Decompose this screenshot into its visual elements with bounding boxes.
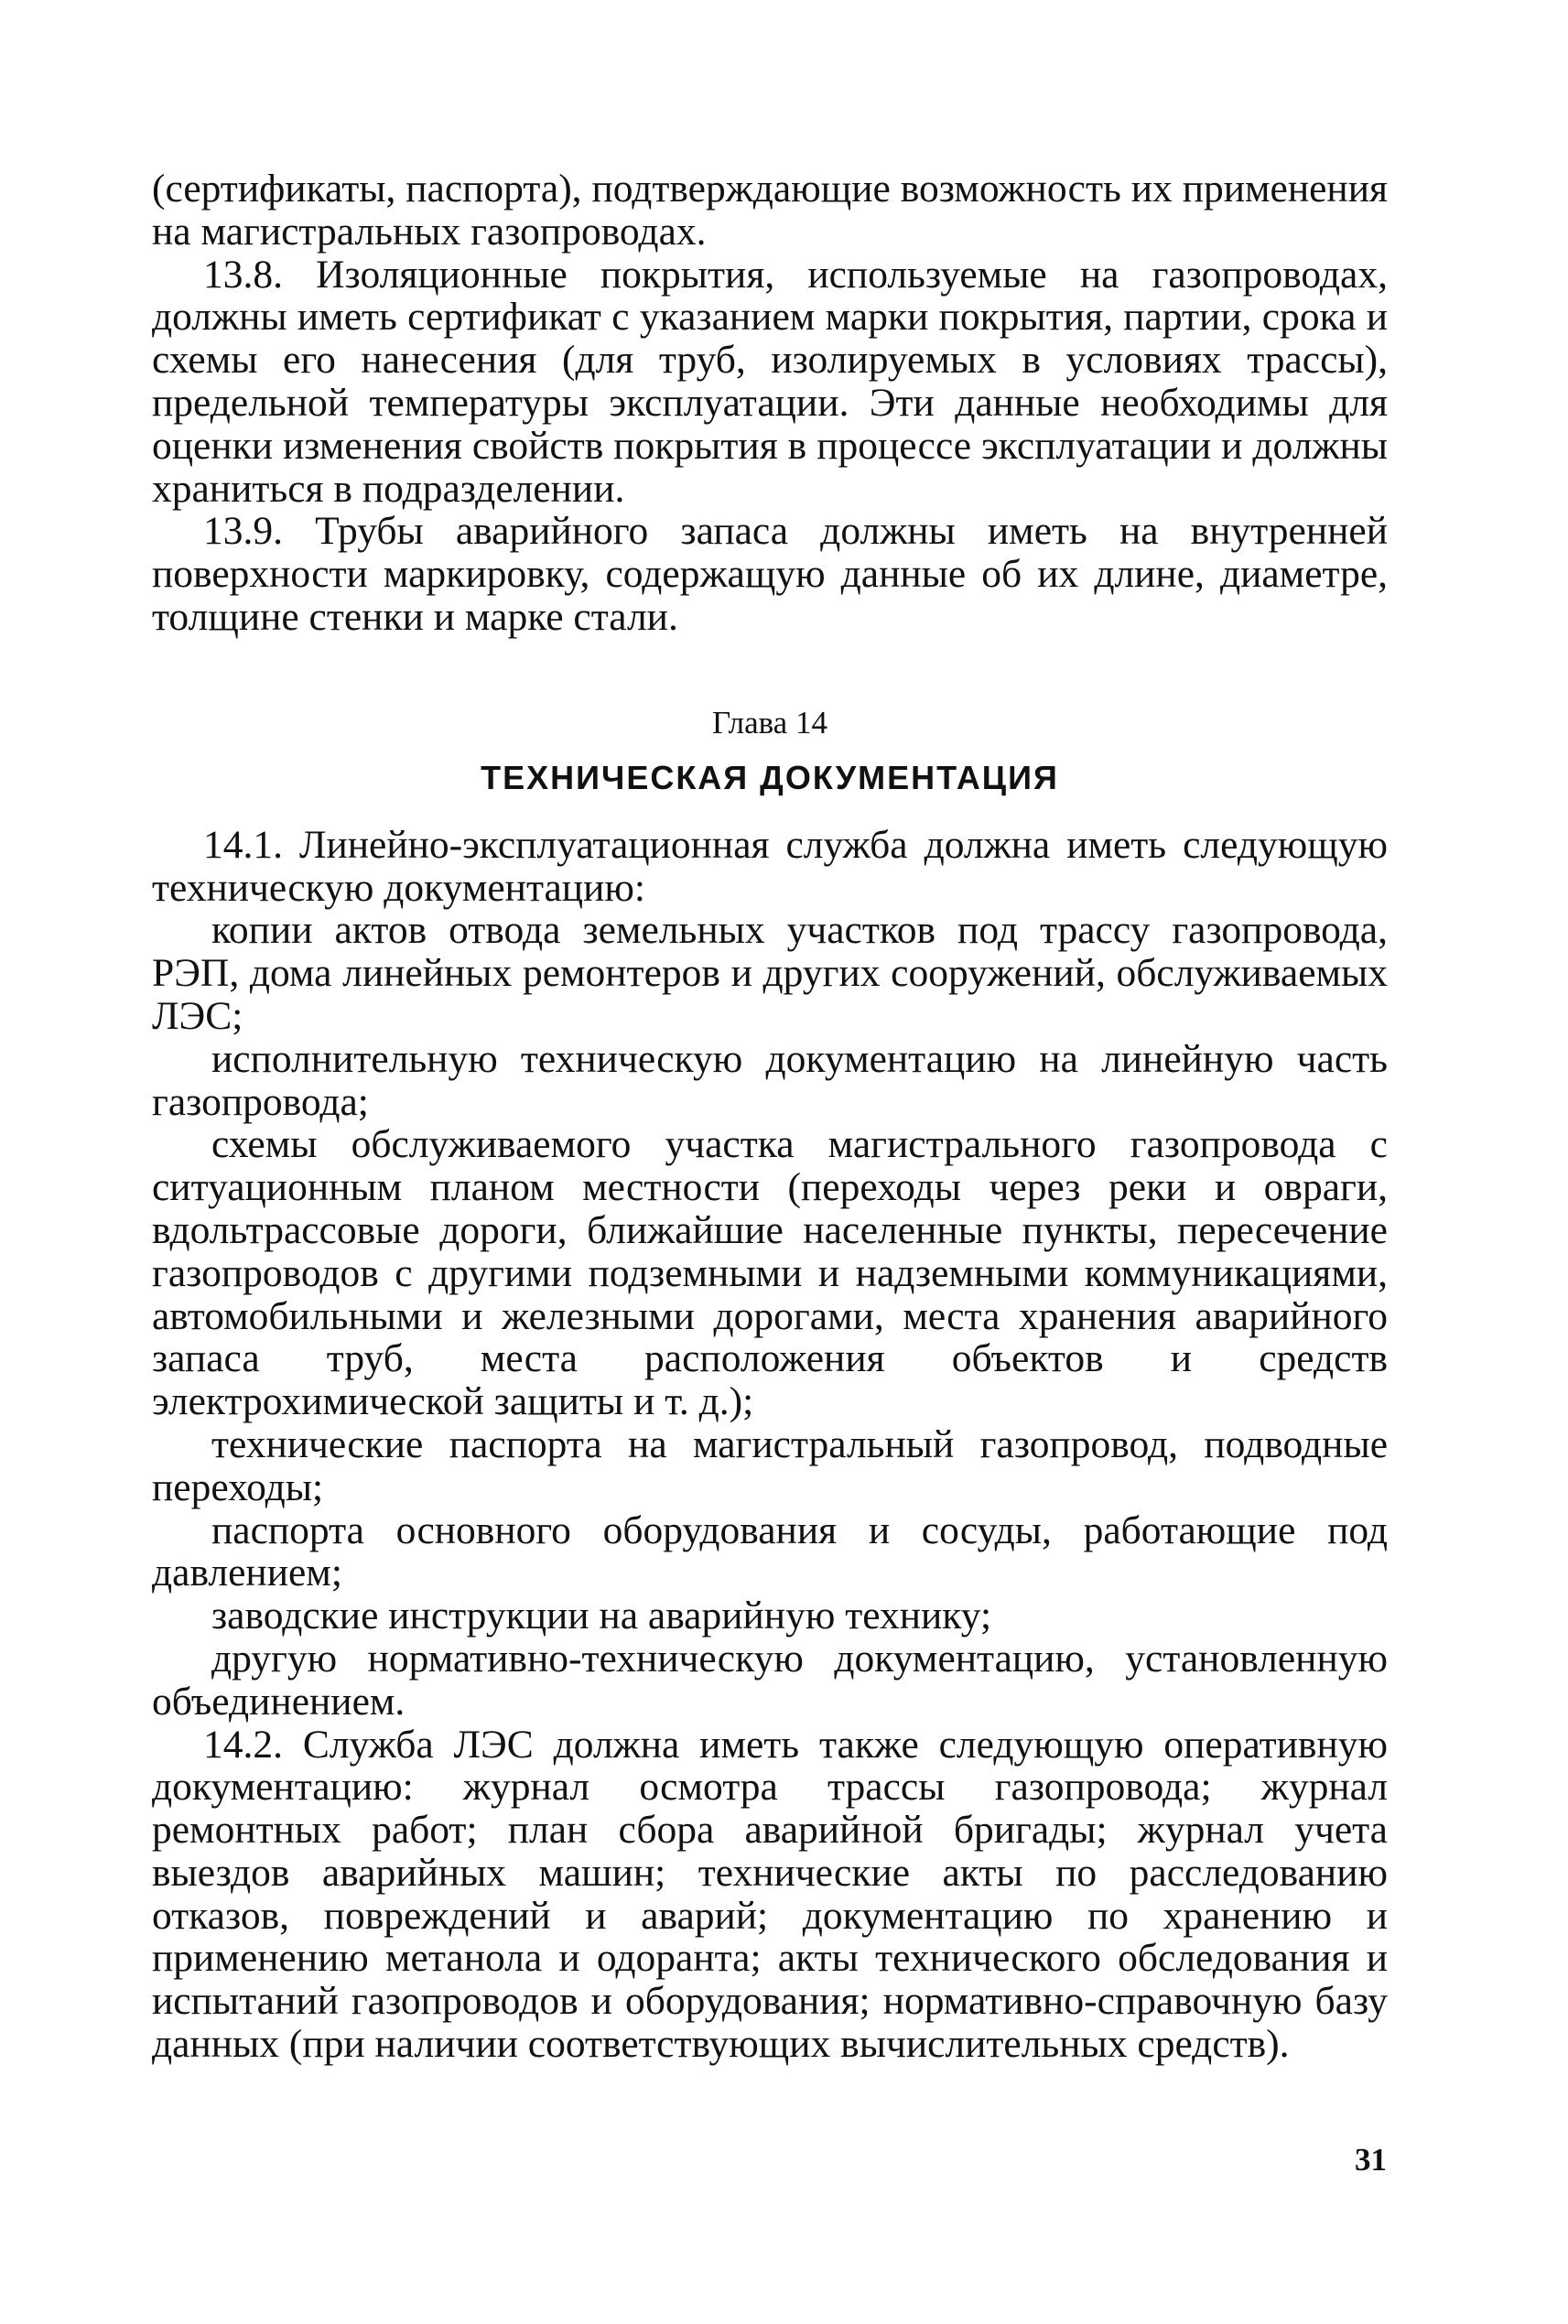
list-item: заводские инструкции на аварийную технику;	[211, 1594, 992, 1638]
page-body	[152, 168, 1388, 2066]
paragraph-14-1: 14.1. Линейно-эксплуатационная служба должна иметь следующую техническую документацию:	[152, 822, 1388, 910]
paragraph-14-2: 14.2. Служба ЛЭС должна иметь также следующую оперативную документацию: журнал осмотра трассы газопровода; журнал ремонтных работ; план сбора аварийной бригады; журнал учета выездов аварийных машин; технические акты по расследованию отказов, повреждений и аварий; документацию по хранению и применению метанола и одоранта; акты технического обследования и испытаний газопроводов и оборудования; нормативно-справочную базу данных (при наличии соответствующих вычислительных средств).	[152, 1722, 1388, 2067]
page-number: 31	[1355, 2142, 1387, 2178]
list-item: другую нормативно-техническую документацию, установленную объединением.	[152, 1636, 1388, 1724]
paragraph-13-8: 13.8. Изоляционные покрытия, используемые на газопроводах, должны иметь сертификат с указанием марки покрытия, партии, срока и схемы его нанесения (для труб, изолируемых в условиях трассы), предельной температуры эксплуатации. Эти данные необходимы для оценки изменения свойств покрытия в процессе эксплуатации и должны храниться в подразделении.	[152, 252, 1388, 511]
paragraph-13-9: 13.9. Трубы аварийного запаса должны иметь на внутренней поверхности маркировку, содержащую данные об их длине, диаметре, толщине стенки и марке стали.	[152, 509, 1388, 639]
list-item: схемы обслуживаемого участка магистрального газопровода с ситуационным планом местности (переходы через реки и овраги, вдольтрассовые дороги, ближайшие населенные пункты, пересечение газопроводов с другими подземными и надземными коммуникациями, автомобильными и железными дорогами, места хранения аварийного запаса труб, места расположения объектов и средств электрохимической защиты и т. д.);	[152, 1122, 1388, 1424]
chapter-label: Глава 14	[712, 704, 827, 740]
list-item: исполнительную техническую документацию на линейную часть газопровода;	[152, 1036, 1388, 1124]
list-item: копии актов отвода земельных участков под трассу газопровода, РЭП, дома линейных ремонтеров и других сооружений, обслуживаемых ЛЭС;	[152, 908, 1388, 1038]
chapter-title: ТЕХНИЧЕСКАЯ ДОКУМЕНТАЦИЯ	[481, 758, 1059, 796]
list-item: технические паспорта на магистральный газопровод, подводные переходы;	[152, 1421, 1388, 1509]
list-item: паспорта основного оборудования и сосуды, работающие под давлением;	[152, 1508, 1388, 1595]
paragraph-continuation: (сертификаты, паспорта), подтверждающие возможность их применения на магистральных газопроводах.	[152, 167, 1388, 254]
